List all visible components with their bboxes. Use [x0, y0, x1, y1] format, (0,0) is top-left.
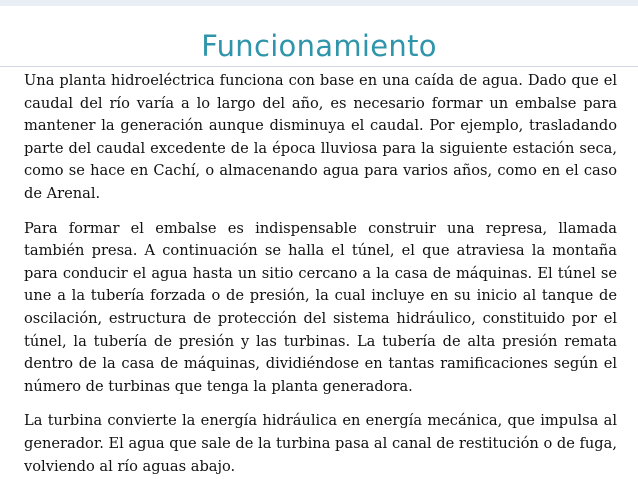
slide-title: Funcionamiento	[201, 29, 437, 63]
slide-top-band	[0, 0, 638, 6]
paragraph-1: Una planta hidroeléctrica funciona con base en una caída de agua. Dado que el caudal del río varía a lo largo del año, es necesario formar un embalse para mantener la generación aunque disminuya el caudal. Por ejemplo, trasladando parte del caudal excedente de la época lluviosa para la siguiente estación seca, como se hace en Cachí, o almacenando agua para varios años, como en el caso de Arenal.	[24, 72, 617, 202]
paragraph-2: Para formar el embalse es indispensable construir una represa, llamada también presa. A continuación se halla el túnel, el que atraviesa la montaña para conducir el agua hasta un sitio cercano a la casa de máquinas. El túnel se une a la tubería forzada o de presión, la cual incluye en su inicio al tanque de oscilación, estructura de protección del sistema hidráulico, constituido por el túnel, la tubería de presión y las turbinas. La tubería de alta presión remata dentro de la casa de máquinas, dividiéndose en tantas ramificaciones según el número de turbinas que tenga la planta generadora.	[24, 219, 617, 395]
slide-body	[24, 70, 617, 478]
paragraph-3: La turbina convierte la energía hidráulica en energía mecánica, que impulsa al generador. El agua que sale de la turbina pasa al canal de restitución o de fuga, volviendo al río aguas abajo.	[24, 412, 617, 475]
title-divider	[0, 66, 638, 67]
